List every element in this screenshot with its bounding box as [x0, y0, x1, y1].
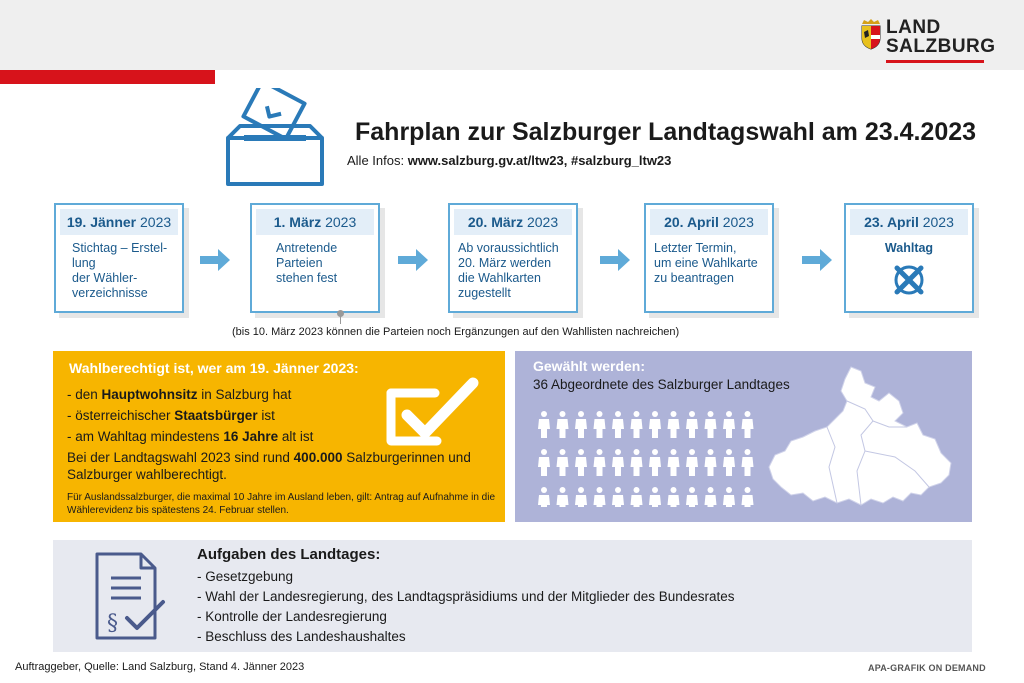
delegate-figure [594, 449, 606, 476]
delegate-figure [686, 449, 698, 476]
footer-source: Auftraggeber, Quelle: Land Salzburg, Stand 4. Jänner 2023 [15, 661, 305, 673]
delegate-figure [557, 411, 569, 438]
item-text: - am Wahltag mindestens [67, 429, 224, 444]
card-line: zu beantragen [654, 271, 734, 285]
delegates-pictogram [533, 407, 803, 507]
item-text: - den [67, 387, 102, 402]
delegate-figure [742, 449, 754, 476]
logo-underline [886, 60, 984, 63]
tasks-list [197, 567, 735, 647]
card-line: um eine Wahlkarte [654, 256, 758, 270]
timeline-note: (bis 10. März 2023 können die Parteien noch Ergänzungen auf den Wahllisten nachreichen) [232, 326, 680, 338]
arrow-right-icon [800, 245, 834, 275]
land-salzburg-logo [858, 17, 996, 68]
card-text [458, 241, 570, 301]
coat-of-arms-icon [860, 18, 882, 50]
card-date [650, 209, 768, 235]
card-date-bold: 19. Jänner [66, 214, 137, 230]
card-line: 20. März werden [458, 256, 552, 270]
list-item: - Wahl der Landesregierung, des Landtagspräsidiums und der Mitglieder des Bundesrates [197, 589, 735, 604]
card-date-year: 2023 [140, 214, 172, 230]
card-date-year: 2023 [722, 214, 754, 230]
list-item: - Gesetzgebung [197, 569, 294, 584]
tasks-heading: Aufgaben des Landtages: [197, 546, 381, 563]
card-date [256, 209, 374, 235]
logo-line-2: SALZBURG [886, 36, 996, 57]
list-item [67, 405, 313, 426]
delegate-figure [631, 449, 643, 476]
elected-panel [515, 351, 972, 522]
item-text: ist [257, 408, 275, 423]
list-item: - Kontrolle der Landesregierung [197, 609, 387, 624]
eligibility-panel [53, 351, 505, 522]
delegate-figure [612, 411, 624, 438]
item-bold: Staatsbürger [174, 408, 258, 423]
delegate-figure [575, 487, 587, 507]
eligibility-footnote: Für Auslandssalzburger, die maximal 10 Jahre im Ausland leben, gilt: Antrag auf Aufnahme in die Wählerevidenz bis spätestens 24. Februar stellen. [67, 492, 496, 516]
ballot-box-icon [220, 88, 330, 188]
card-date-bold: 1. März [273, 214, 322, 230]
item-text: alt ist [278, 429, 314, 444]
delegate-figure [631, 487, 643, 507]
card-line: Parteien [276, 256, 323, 270]
delegate-figure [649, 449, 661, 476]
para-text: Salzburgerinnen und Salzburger wahlberechtigt. [67, 450, 471, 482]
delegate-figure [594, 411, 606, 438]
note-connector-dot [337, 310, 344, 317]
card-date [850, 209, 968, 235]
svg-text:§: § [107, 611, 118, 636]
card-text [276, 241, 372, 286]
elected-subtitle: 36 Abgeordnete des Salzburger Landtages [533, 377, 790, 392]
card-line: lung [72, 256, 96, 270]
arrow-right-icon [396, 245, 430, 275]
timeline-card-1 [54, 203, 184, 313]
card-date-year: 2023 [325, 214, 357, 230]
document-check-icon [83, 550, 183, 642]
red-accent-bar [0, 70, 215, 84]
arrow-right-icon [598, 245, 632, 275]
card-text [654, 241, 766, 286]
delegate-figure [649, 411, 661, 438]
delegate-figure [631, 411, 643, 438]
timeline-card-3 [448, 203, 578, 313]
list-item [67, 384, 313, 405]
card-date-year: 2023 [922, 214, 954, 230]
delegate-figure [742, 411, 754, 438]
delegate-figure [612, 449, 624, 476]
delegate-figure [557, 449, 569, 476]
list-item: - Beschluss des Landeshaushaltes [197, 629, 406, 644]
para-text: Bei der Landtagswahl 2023 sind rund [67, 450, 294, 465]
delegate-figure [612, 487, 624, 507]
delegate-figure [705, 487, 717, 507]
delegate-figure [557, 487, 569, 507]
delegate-figure [538, 487, 550, 507]
delegate-figure [668, 487, 680, 507]
card-line: stehen fest [276, 271, 338, 285]
card-date-bold: 20. April [664, 214, 719, 230]
page-subtitle [347, 153, 671, 168]
card-line: der Wähler- [72, 271, 138, 285]
eligibility-heading: Wahlberechtigt ist, wer am 19. Jänner 2023: [69, 360, 359, 376]
delegate-figure [686, 487, 698, 507]
card-line: Stichtag – Erstel- [72, 241, 168, 255]
eligibility-list [67, 384, 313, 447]
card-date [60, 209, 178, 235]
delegate-figure [723, 487, 735, 507]
timeline-card-5 [844, 203, 974, 313]
footer-credit: APA-GRAFIK ON DEMAND [868, 663, 986, 673]
elected-heading: Gewählt werden: [533, 358, 646, 374]
arrow-right-icon [198, 245, 232, 275]
list-item [67, 426, 313, 447]
logo-text [886, 18, 996, 56]
card-text [72, 241, 176, 301]
item-bold: Hauptwohnsitz [101, 387, 198, 402]
logo-line-1: LAND [886, 17, 941, 38]
card-line: Letzter Termin, [654, 241, 737, 255]
delegate-figure [686, 411, 698, 438]
delegate-figure [594, 487, 606, 507]
card-line: Ab voraussichtlich [458, 241, 559, 255]
delegate-figure [723, 411, 735, 438]
card-line: verzeichnisse [72, 286, 148, 300]
delegate-figure [575, 411, 587, 438]
card-line: Antretende [276, 241, 338, 255]
vote-cross-icon [892, 263, 926, 297]
card-line: zugestellt [458, 286, 511, 300]
delegate-figure [742, 487, 754, 507]
delegate-figure [705, 411, 717, 438]
card-line: Wahltag [884, 241, 934, 255]
subtitle-prefix: Alle Infos: [347, 153, 408, 168]
card-date [454, 209, 572, 235]
para-bold: 400.000 [293, 450, 343, 465]
timeline-card-2 [250, 203, 380, 313]
card-text [854, 241, 964, 256]
delegate-figure [538, 449, 550, 476]
tasks-panel [53, 540, 972, 652]
delegate-figure [668, 411, 680, 438]
item-text: - österreichischer [67, 408, 175, 423]
card-date-year: 2023 [526, 214, 559, 230]
delegate-figure [723, 449, 735, 476]
item-bold: 16 Jahre [223, 429, 279, 444]
item-text: in Salzburg hat [197, 387, 292, 402]
subtitle-links: www.salzburg.gv.at/ltw23, #salzburg_ltw23 [407, 153, 672, 168]
page-title: Fahrplan zur Salzburger Landtagswahl am 23.4.2023 [355, 118, 977, 146]
delegate-figure [705, 449, 717, 476]
delegate-figure [668, 449, 680, 476]
checkmark-icon [383, 375, 483, 455]
delegate-figure [575, 449, 587, 476]
delegate-figure [538, 411, 550, 438]
salzburg-map [765, 361, 965, 511]
card-line: die Wahlkarten [458, 271, 541, 285]
delegate-figure [649, 487, 661, 507]
card-date-bold: 23. April [864, 214, 919, 230]
timeline-card-4 [644, 203, 774, 313]
card-date-bold: 20. März [467, 214, 524, 230]
